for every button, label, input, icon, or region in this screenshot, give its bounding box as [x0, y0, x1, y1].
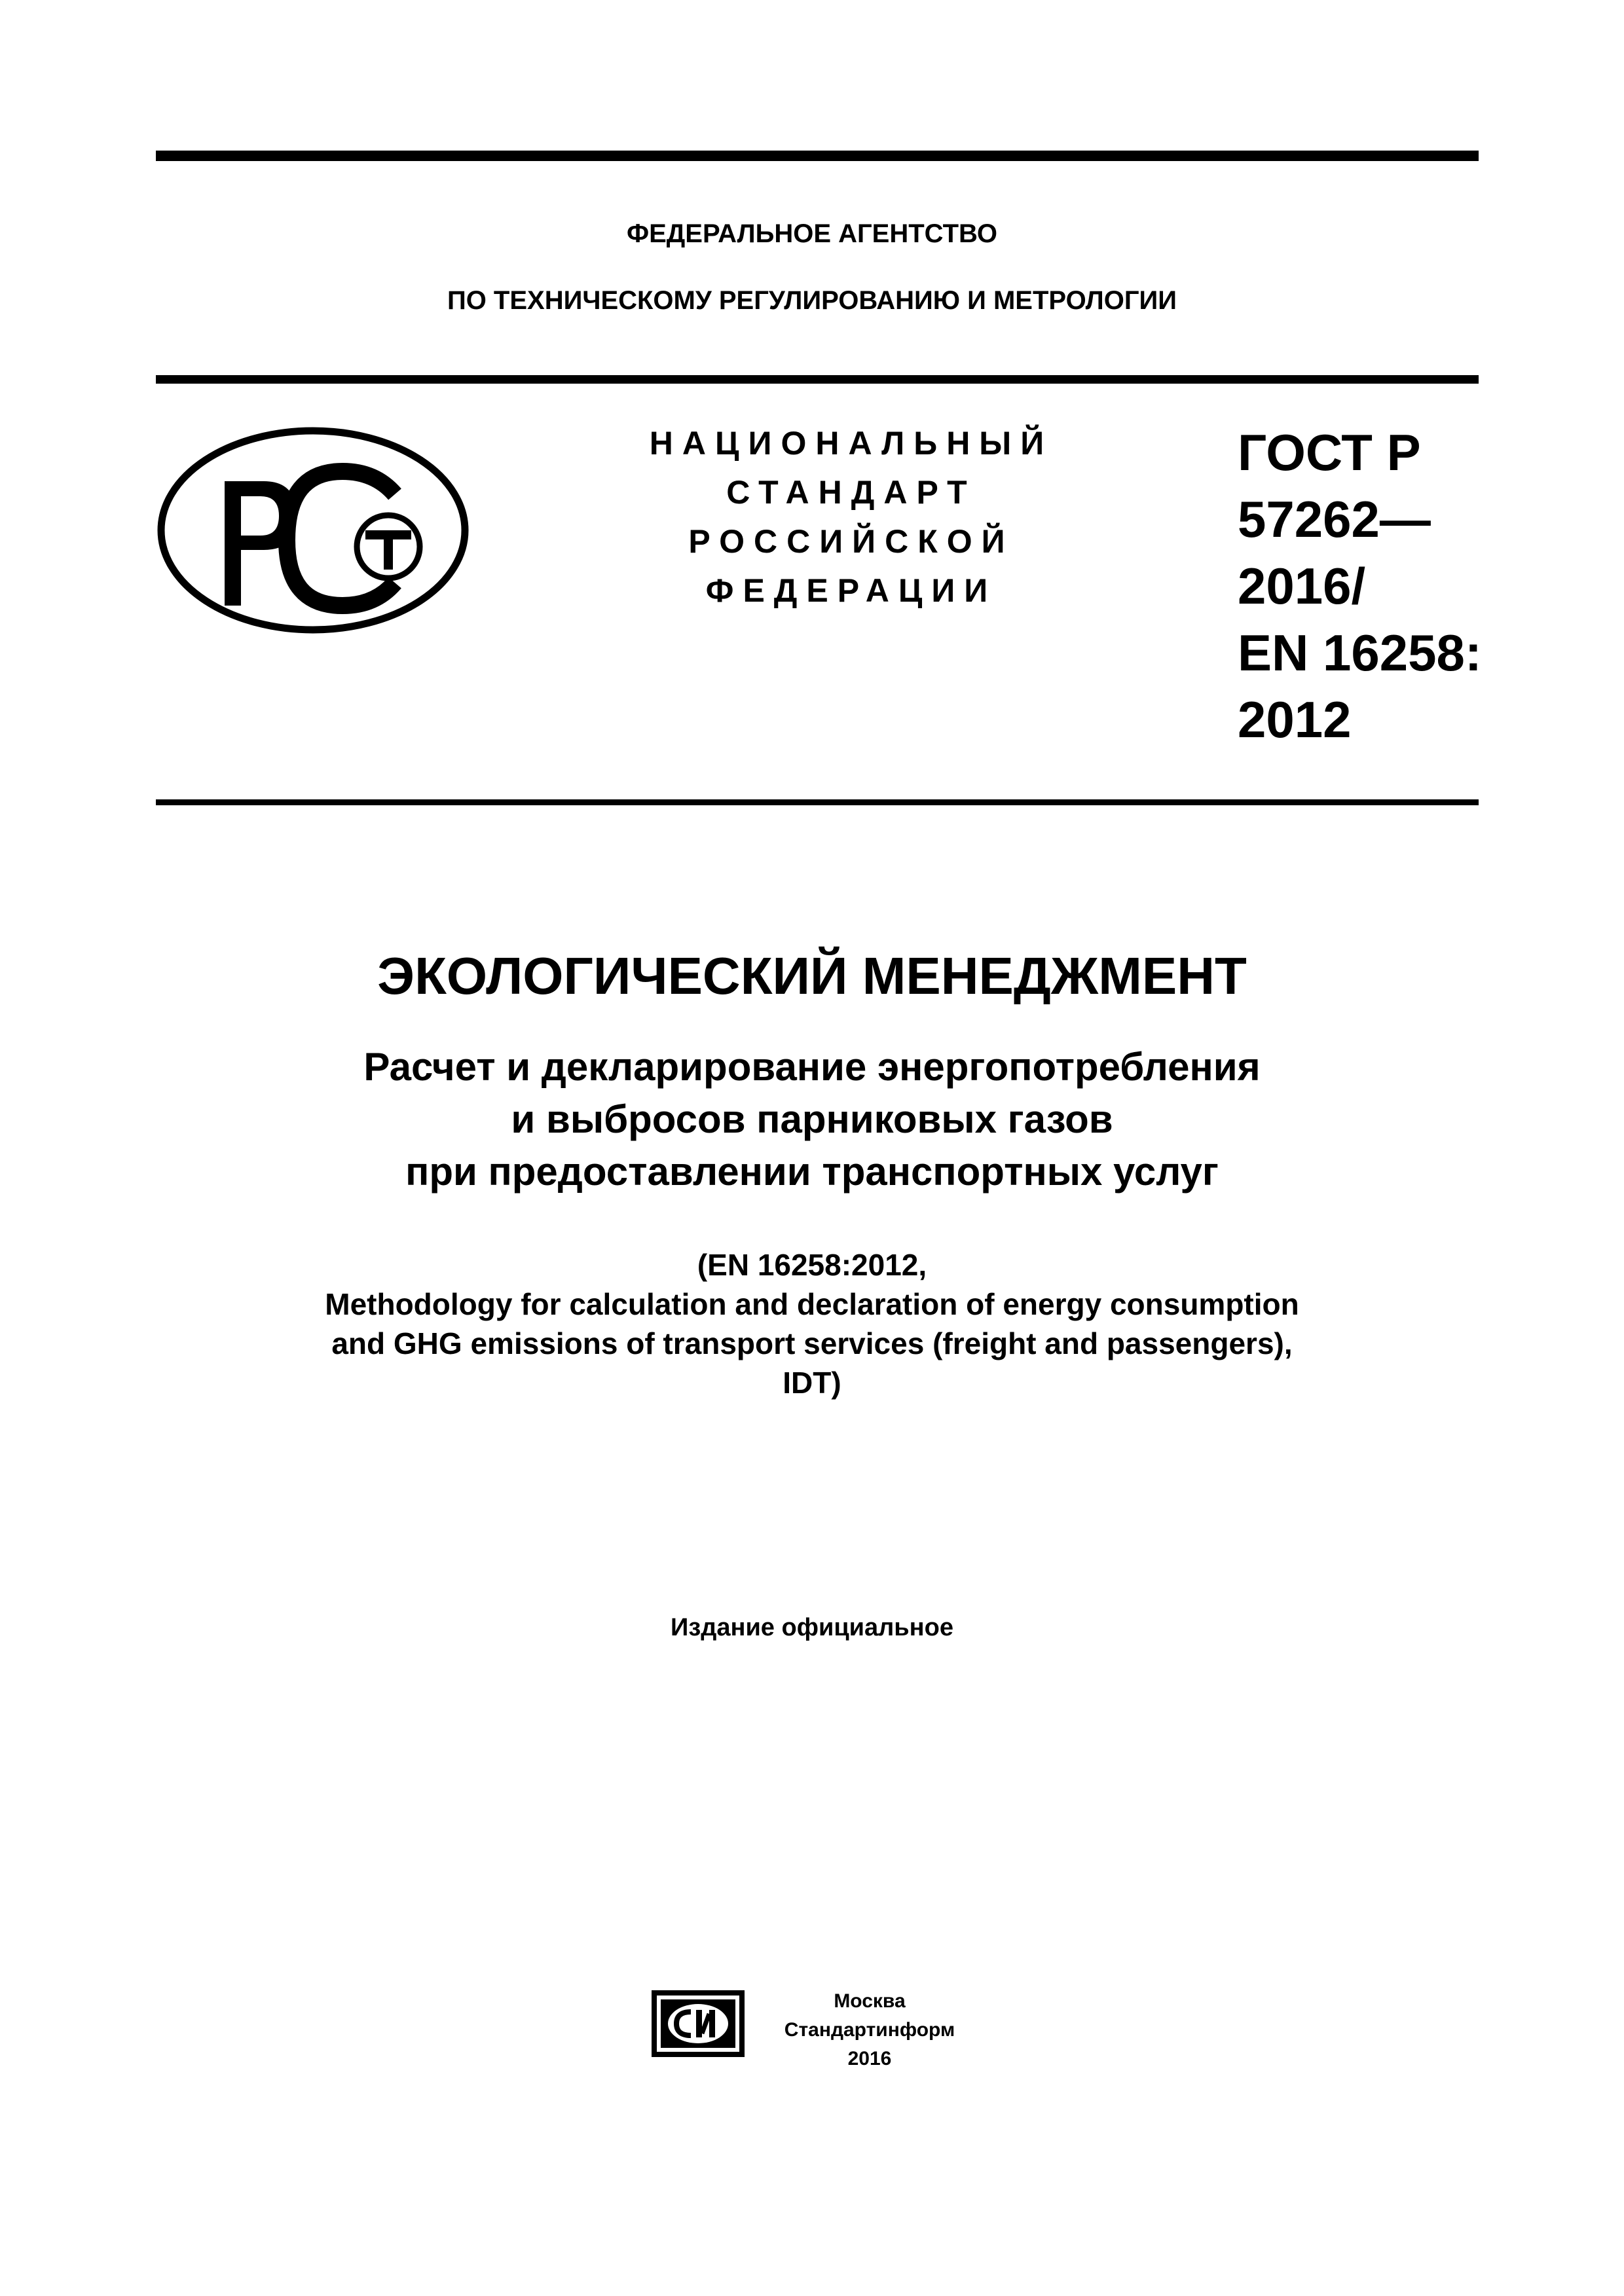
agency-name-line1: ФЕДЕРАЛЬНОЕ АГЕНТСТВО [626, 219, 998, 248]
designation-line-3: 2016/ [1238, 557, 1366, 615]
subtitle-line-2: и выбросов парниковых газов [511, 1097, 1113, 1141]
en-line-2: Methodology for calculation and declaration of energy consumption [325, 1287, 1299, 1321]
national-line-1: НАЦИОНАЛЬНЫЙ [649, 425, 1054, 462]
rst-logo-icon [156, 426, 470, 635]
document-title: ЭКОЛОГИЧЕСКИЙ МЕНЕДЖМЕНТ [377, 947, 1247, 1005]
document-subtitle [0, 1041, 1624, 1198]
en-line-1: (EN 16258:2012, [697, 1248, 927, 1282]
agency-name-line2: ПО ТЕХНИЧЕСКОМУ РЕГУЛИРОВАНИЮ И МЕТРОЛОГИИ [447, 286, 1177, 315]
designation-line-2: 57262— [1238, 490, 1431, 548]
edition-label: Издание официальное [671, 1614, 953, 1641]
subtitle-line-1: Расчет и декларирование энергопотребления [363, 1045, 1261, 1089]
standartinform-logo-icon [652, 1990, 745, 2057]
en-reference [0, 1245, 1624, 1402]
national-standard-label [622, 419, 1080, 615]
subtitle-line-3: при предоставлении транспортных услуг [405, 1150, 1219, 1194]
agency-bottom-rule [156, 375, 1479, 384]
designation-line-1: ГОСТ Р [1238, 424, 1421, 481]
publisher-info [765, 1987, 974, 2073]
publisher-city: Москва [834, 1990, 906, 2012]
national-line-3: РОССИЙСКОЙ [688, 523, 1014, 560]
standard-designation [1238, 419, 1480, 753]
publisher-year: 2016 [847, 2048, 892, 2069]
designation-line-5: 2012 [1238, 691, 1352, 748]
standard-bottom-rule [156, 799, 1479, 805]
national-line-4: ФЕДЕРАЦИИ [705, 572, 997, 609]
designation-line-4: EN 16258: [1238, 624, 1482, 682]
national-line-2: СТАНДАРТ [726, 474, 976, 511]
publisher-name: Стандартинформ [784, 2019, 955, 2041]
en-line-4: IDT) [783, 1366, 841, 1400]
en-line-3: and GHG emissions of transport services (freight and passengers), [331, 1326, 1293, 1360]
top-rule [156, 151, 1479, 161]
